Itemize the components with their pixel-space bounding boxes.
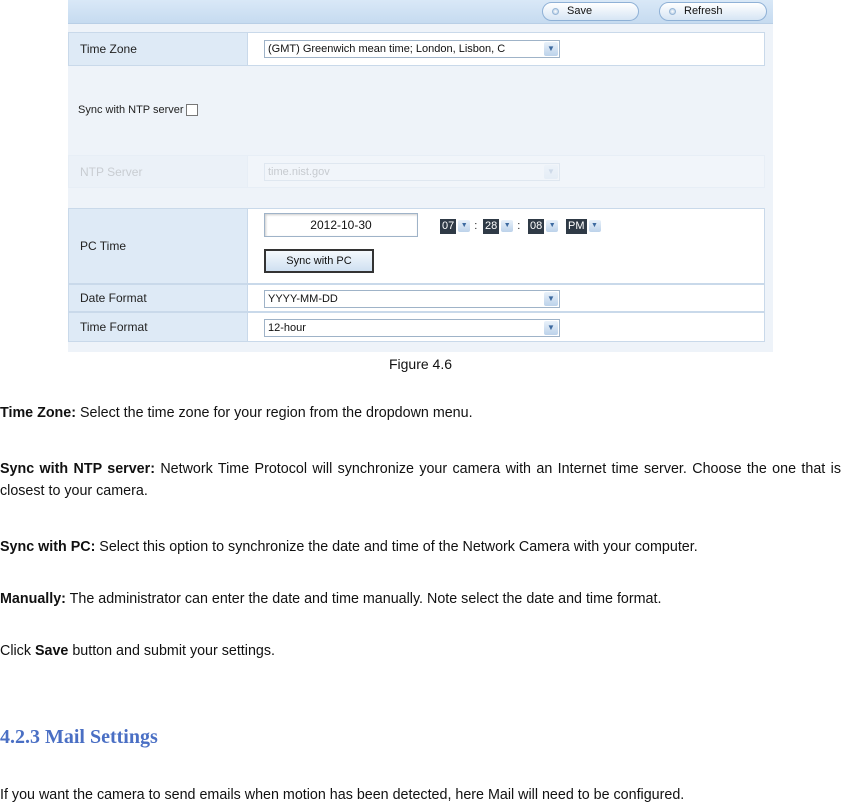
minute-select[interactable] [483, 218, 520, 234]
chevron-down-icon: ▼ [544, 42, 558, 56]
time-zone-paragraph [0, 402, 841, 424]
ntp-server-row [68, 155, 765, 188]
time-separator: : [517, 220, 521, 232]
time-format-row [68, 312, 765, 342]
mail-settings-heading: 4.2.3 Mail Settings [0, 726, 158, 748]
hour-select[interactable] [440, 218, 477, 234]
chevron-down-icon: ▼ [544, 321, 558, 335]
chevron-down-icon: ▼ [544, 165, 558, 179]
chevron-down-icon: ▼ [546, 220, 558, 232]
date-format-select[interactable] [264, 290, 560, 308]
time-format-label: Time Format [69, 313, 248, 341]
toolbar [68, 0, 773, 24]
time-zone-value: (GMT) Greenwich mean time; London, Lisbon, C [268, 43, 506, 55]
sync-pc-text: Select this option to synchronize the date and time of the Network Camera with your computer. [95, 539, 698, 555]
hour-value: 07 [442, 219, 455, 232]
sync-pc-term: Sync with PC: [0, 539, 96, 555]
minute-value: 28 [485, 219, 498, 232]
sync-with-pc-button[interactable]: Sync with PC [264, 249, 374, 273]
ntp-server-value: time.nist.gov [268, 166, 330, 178]
time-separator: : [474, 220, 478, 232]
second-select[interactable] [528, 218, 558, 234]
sync-ntp-option [78, 104, 198, 116]
chevron-down-icon: ▼ [501, 220, 513, 232]
manually-term: Manually: [0, 591, 66, 607]
time-zone-label: Time Zone [69, 33, 248, 65]
sync-ntp-text: Network Time Protocol will synchronize your camera with an Internet time server. Choose the one that is closest to your camera. [0, 461, 841, 499]
time-format-select[interactable] [264, 319, 560, 337]
manually-text: The administrator can enter the date and time manually. Note select the date and time format. [65, 591, 662, 607]
manually-paragraph [0, 588, 841, 610]
click-save-post: button and submit your settings. [68, 643, 275, 659]
pc-time-label: PC Time [69, 209, 248, 283]
time-zone-term: Time Zone: [0, 405, 76, 421]
time-zone-row [68, 32, 765, 66]
refresh-icon [669, 8, 676, 15]
time-format-value: 12-hour [268, 322, 306, 334]
chevron-down-icon: ▼ [458, 220, 470, 232]
chevron-down-icon: ▼ [544, 292, 558, 306]
ampm-value: PM [568, 219, 585, 232]
save-button-label: Save [567, 5, 593, 17]
sync-ntp-term: Sync with NTP server: [0, 461, 155, 477]
date-format-label: Date Format [69, 285, 248, 311]
save-icon [552, 8, 559, 15]
figure-caption: Figure 4.6 [388, 356, 453, 372]
ampm-select[interactable] [566, 218, 601, 234]
refresh-button[interactable] [659, 2, 767, 21]
ntp-server-select[interactable] [264, 163, 560, 181]
second-value: 08 [530, 219, 543, 232]
date-format-value: YYYY-MM-DD [268, 293, 338, 305]
time-zone-text: Select the time zone for your region from the dropdown menu. [76, 405, 473, 421]
click-save-paragraph [0, 640, 841, 662]
settings-screenshot [68, 0, 773, 352]
click-save-pre: Click [0, 643, 35, 659]
time-zone-select[interactable] [264, 40, 560, 58]
chevron-down-icon: ▼ [589, 220, 601, 232]
ntp-server-label: NTP Server [69, 156, 248, 187]
mail-intro-paragraph: If you want the camera to send emails when motion has been detected, here Mail will need to be configured. [0, 787, 685, 803]
sync-ntp-label: Sync with NTP server [78, 104, 184, 116]
sync-ntp-paragraph [0, 458, 841, 502]
click-save-term: Save [34, 643, 69, 659]
pc-time-row [68, 208, 765, 284]
date-format-row [68, 284, 765, 312]
sync-ntp-checkbox[interactable] [186, 104, 198, 116]
save-button[interactable] [542, 2, 639, 21]
pc-date-input[interactable]: 2012-10-30 [264, 213, 418, 237]
sync-pc-paragraph [0, 536, 841, 558]
refresh-button-label: Refresh [684, 5, 723, 17]
